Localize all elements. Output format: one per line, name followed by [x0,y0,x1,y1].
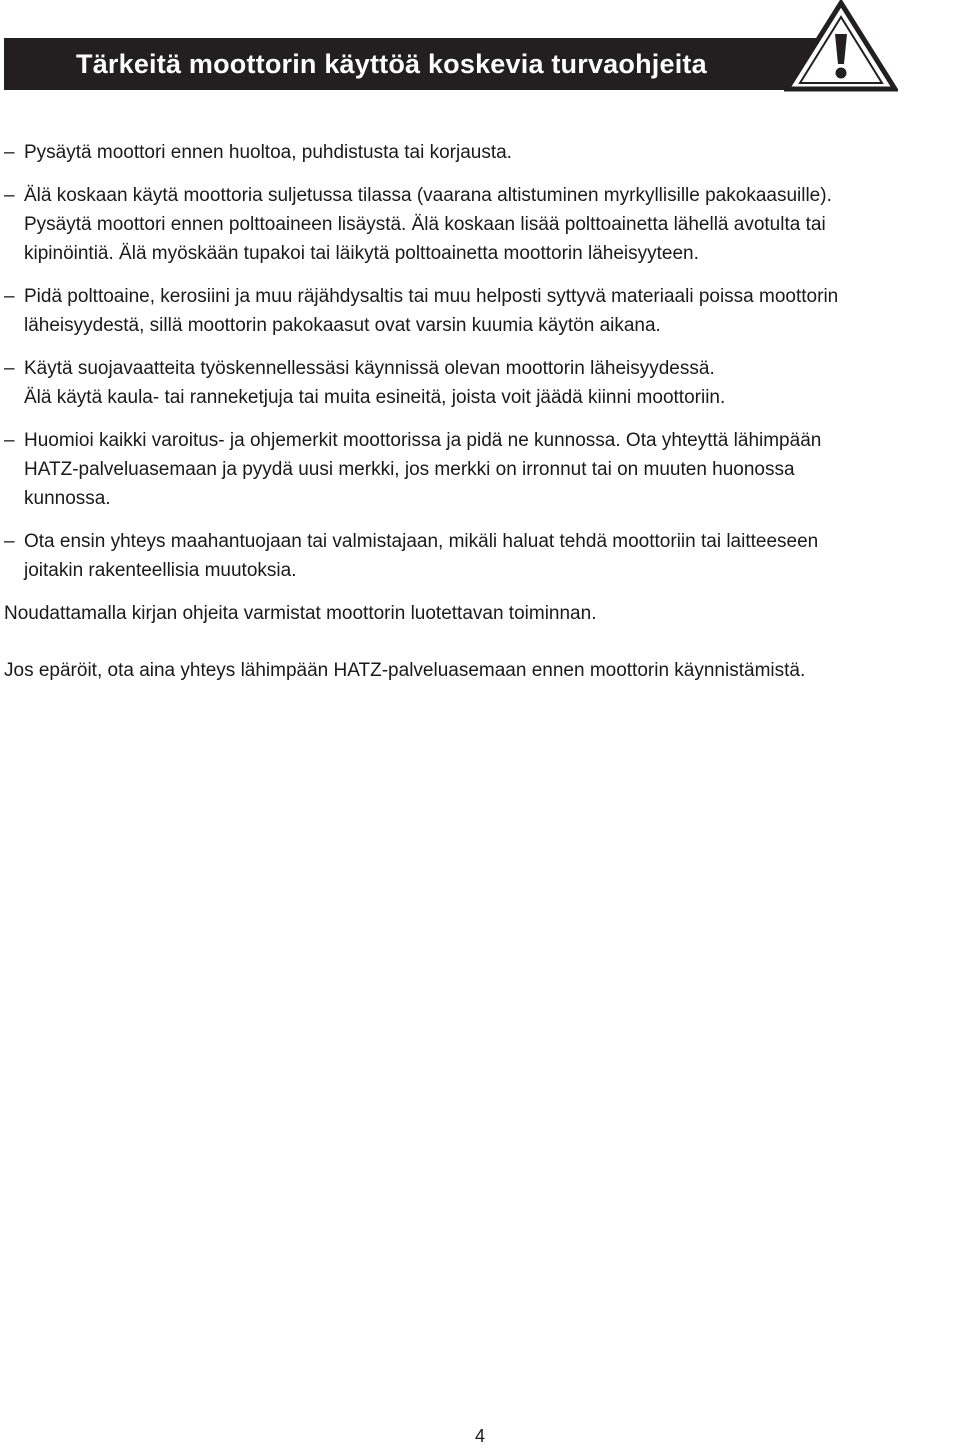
item-line: Älä koskaan käytä moottoria suljetussa tilassa (vaarana altistuminen myrkyllisille pakokaasuille). [24,185,832,206]
list-item [4,426,950,513]
item-line: Huomioi kaikki varoitus- ja ohjemerkit moottorissa ja pidä ne kunnossa. Ota yhteyttä lähimpään [24,430,822,451]
list-item [4,138,950,167]
item-line: kunnossa. [24,488,111,509]
item-line: Käytä suojavaatteita työskennellessäsi käynnissä olevan moottorin läheisyydessä. [24,358,715,379]
dash-bullet: – [4,185,15,206]
page-number: 4 [474,1426,485,1446]
dash-bullet: – [4,430,15,451]
page-title: Tärkeitä moottorin käyttöä koskevia turvaohjeita [76,49,707,79]
item-line: Ota ensin yhteys maahantuojaan tai valmistajaan, mikäli haluat tehdä moottoriin tai laitteeseen [24,531,819,552]
item-line: läheisyydestä, sillä moottorin pakokaasut ovat varsin kuumia käytön aikana. [24,315,661,336]
item-line: Pidä polttoaine, kerosiini ja muu räjähdysaltis tai muu helposti syttyvä materiaali poissa moottorin [24,286,839,307]
item-line: Pysäytä moottori ennen huoltoa, puhdistusta tai korjausta. [24,142,512,163]
list-item [4,181,950,268]
dash-bullet: – [4,142,15,163]
dash-bullet: – [4,358,15,379]
warning-triangle-icon [784,0,898,92]
list-item [4,282,950,340]
item-line: Pysäytä moottori ennen polttoaineen lisäystä. Älä koskaan lisää polttoainetta lähellä avotulta tai [24,214,826,235]
item-line: HATZ-palveluasemaan ja pyydä uusi merkki, jos merkki on irronnut tai on muuten huonossa [24,459,795,480]
closing-paragraph: Jos epäröit, ota aina yhteys lähimpään HATZ-palveluasemaan ennen moottorin käynnistämistä. [4,660,806,681]
dash-bullet: – [4,286,15,307]
list-item [4,354,950,412]
safety-instructions [4,138,950,685]
dash-bullet: – [4,531,15,552]
list-item [4,527,950,585]
item-line: Älä käytä kaula- tai ranneketjuja tai muita esineitä, joista voit jäädä kiinni moottoriin. [24,387,726,408]
item-line: joitakin rakenteellisia muutoksia. [24,560,297,581]
item-line: kipinöintiä. Älä myöskään tupakoi tai läikytä polttoainetta moottorin läheisyyteen. [24,243,699,264]
closing-paragraph: Noudattamalla kirjan ohjeita varmistat moottorin luotettavan toiminnan. [4,603,597,624]
